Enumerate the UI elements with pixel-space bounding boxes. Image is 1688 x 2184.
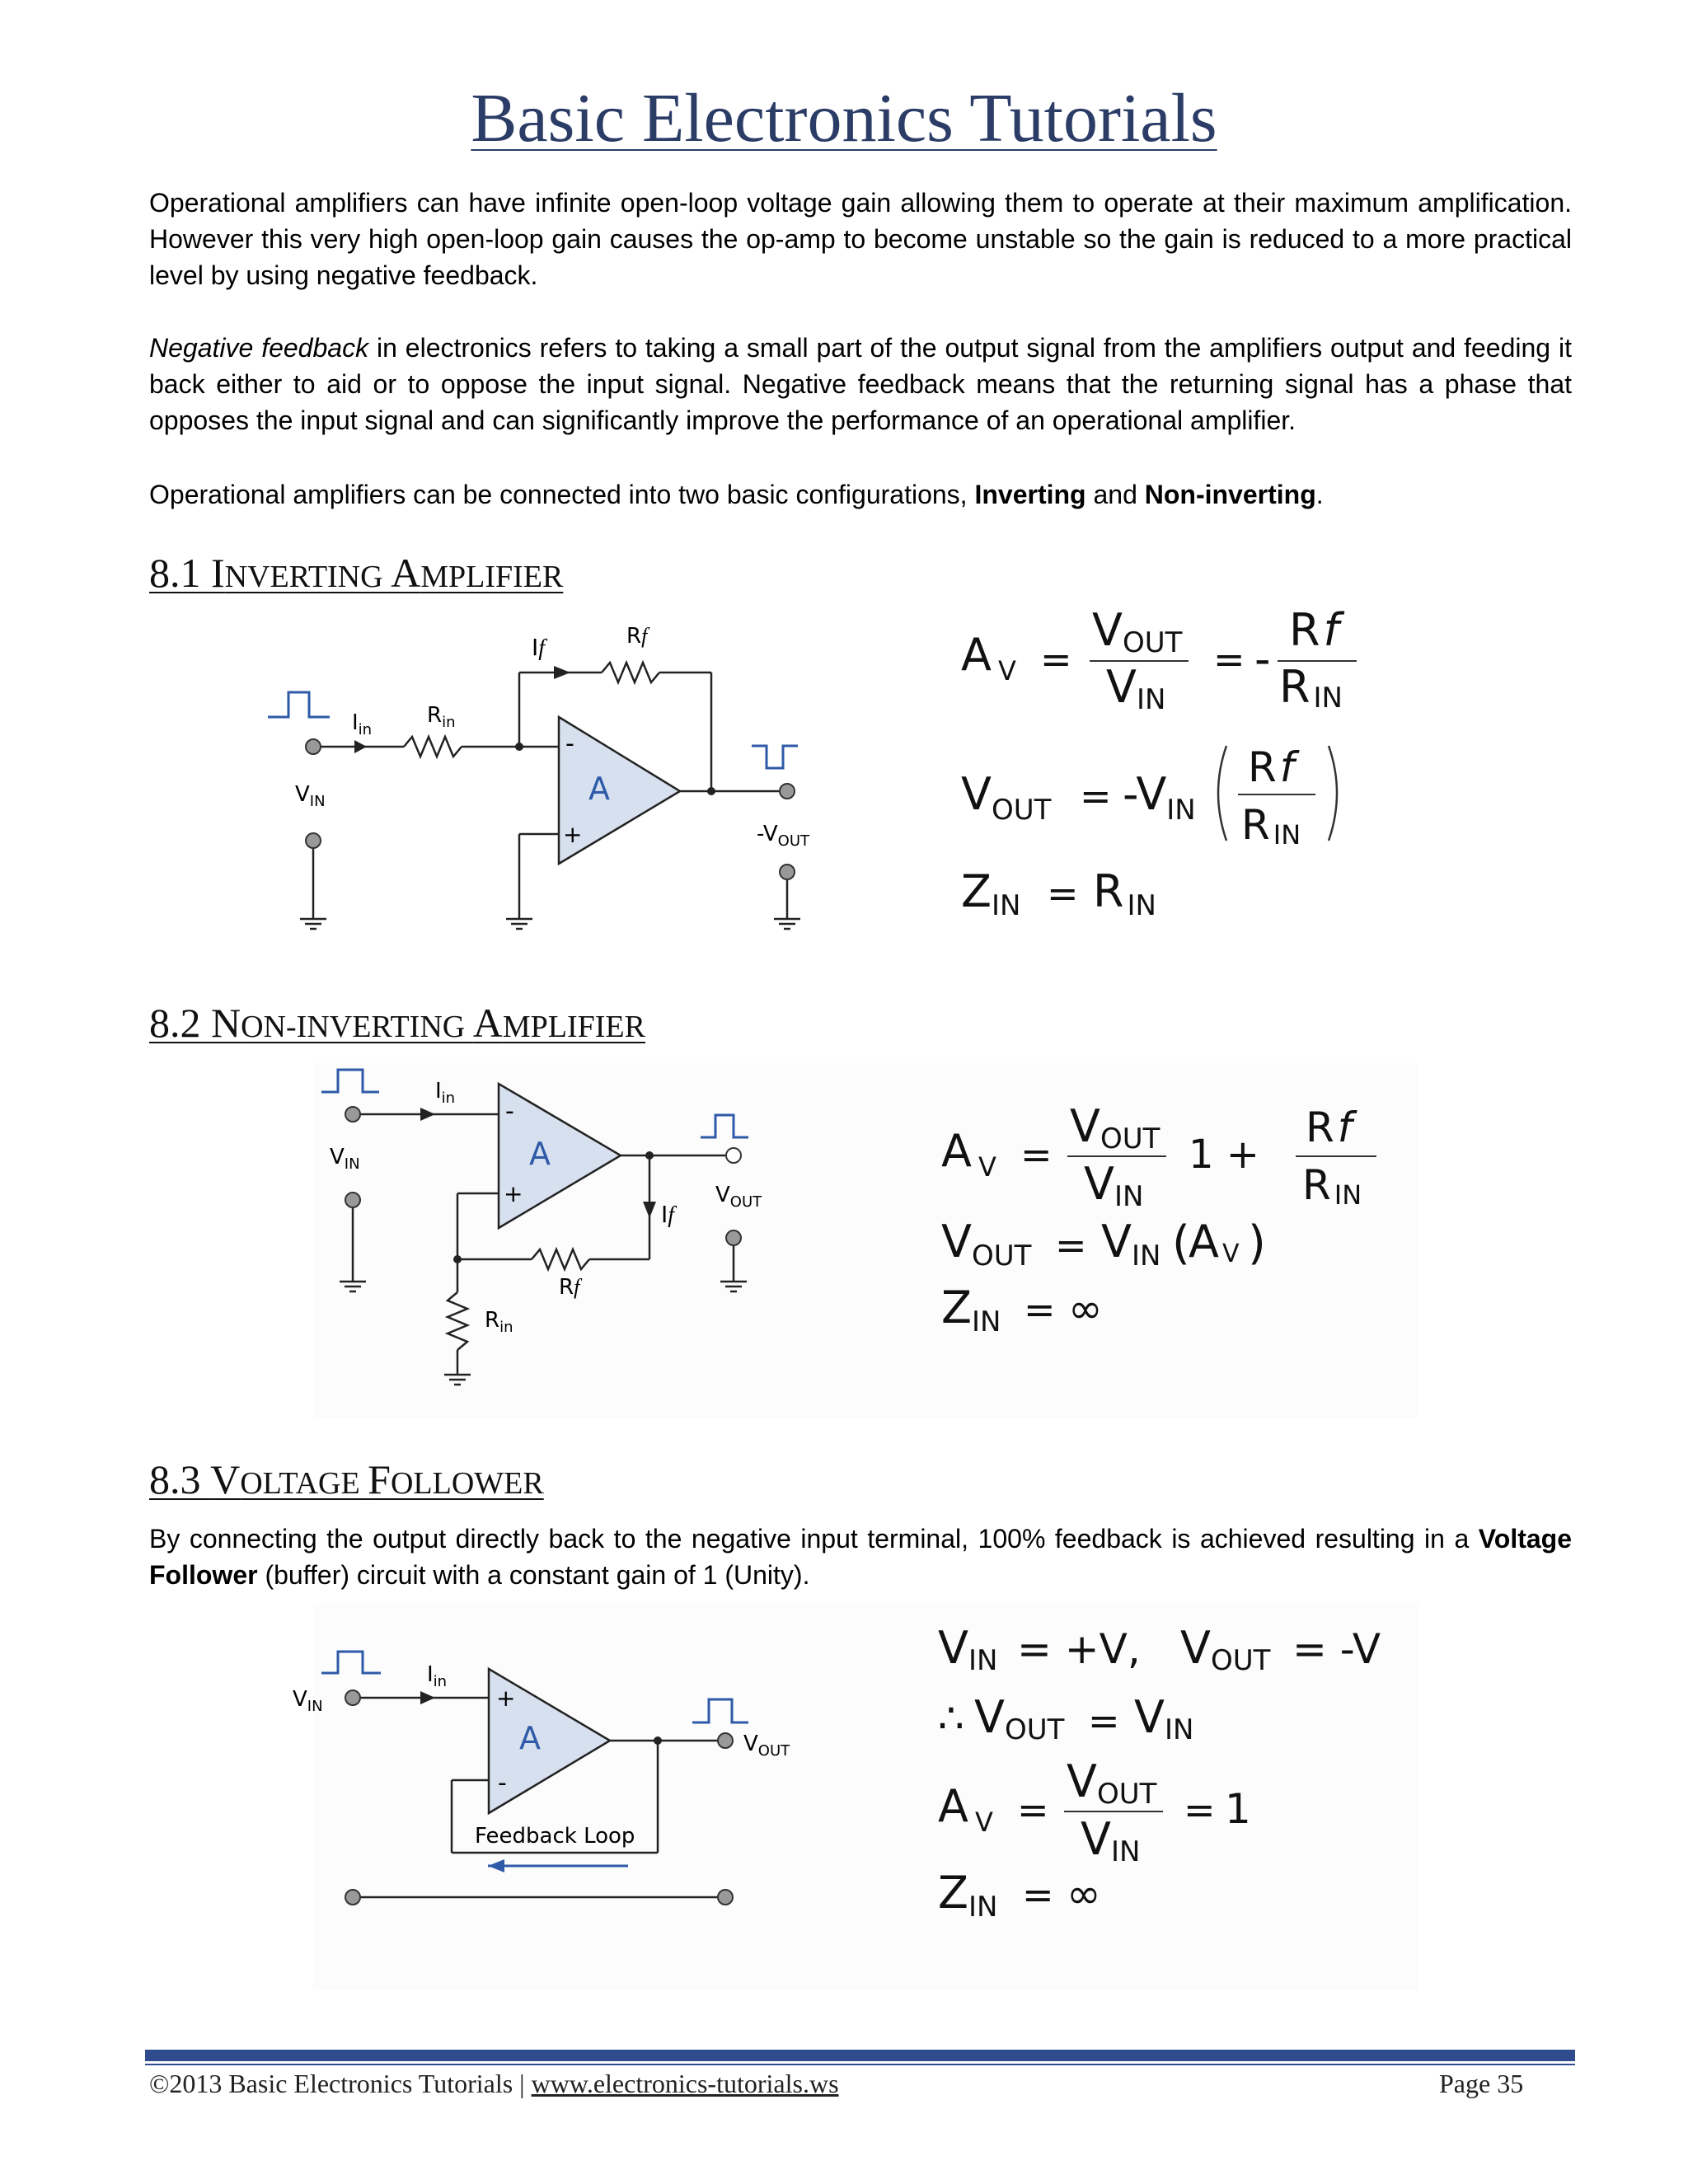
svg-text:VIN: VIN [1084, 1158, 1144, 1213]
terminal-ground [345, 1890, 360, 1905]
svg-text:AV: A V [1189, 1216, 1240, 1268]
non-inverting-input-sign: + [504, 1180, 523, 1207]
terminal-ground [726, 1230, 741, 1245]
current-arrow-icon [354, 740, 367, 753]
section-number: 8.2 [149, 1000, 211, 1046]
voltage-follower-diagram [280, 1640, 808, 1920]
svg-text:Rf: Rf [1306, 1104, 1353, 1151]
svg-text:ZIN: ZIN [961, 865, 1021, 922]
heading-smallcaps: ON-INVERTING [241, 1010, 473, 1044]
terminal-ground [306, 833, 321, 848]
heading-cap: A [391, 550, 421, 596]
svg-text:VIN: VIN [938, 1622, 998, 1677]
svg-text:Rf: Rf [1289, 604, 1339, 656]
svg-text:∞: ∞ [1067, 1870, 1101, 1918]
junction-dot [645, 1151, 654, 1160]
section-number: 8.3 [149, 1456, 211, 1502]
svg-text:VIN: VIN [1081, 1813, 1141, 1868]
svg-text:VOUT: VOUT [1092, 604, 1183, 659]
svg-text:VOUT: VOUT [941, 1216, 1032, 1272]
svg-text:RIN: RIN [1093, 865, 1156, 922]
op-amp-label: A [519, 1720, 541, 1756]
feedback-loop-label: Feedback Loop [475, 1824, 635, 1849]
ground-symbols [340, 1282, 747, 1385]
op-amp-label: A [529, 1136, 551, 1172]
svg-text:∞: ∞ [1068, 1285, 1103, 1333]
svg-text:ZIN: ZIN [938, 1867, 998, 1924]
section-number: 8.1 [149, 550, 211, 596]
page-number: Page 35 [1439, 2069, 1524, 2098]
p3-text-e: . [1315, 480, 1324, 509]
svg-text:-VIN: $-V_{IN}$ [1123, 768, 1196, 827]
input-square-pulse-icon [321, 1070, 379, 1092]
heading-cap: V [210, 1456, 241, 1502]
heading-smallcaps: NVERTING [224, 560, 392, 594]
svg-text:VOUT: VOUT [1070, 1100, 1160, 1155]
label-rf: Rf [626, 624, 648, 649]
label-vout: $V_{OUT}$ [743, 1732, 790, 1760]
svg-text:=: = [1040, 637, 1072, 682]
ground-symbols [300, 919, 800, 929]
terminal-ground [718, 1890, 733, 1905]
label-vout: $V_{OUT}$ [715, 1183, 762, 1211]
section-heading-inverting [149, 549, 563, 597]
label-if: If [532, 634, 546, 661]
non-inverting-equations [931, 1084, 1409, 1356]
svg-text:1 +: 1 + [1189, 1132, 1260, 1178]
label-rf: Rf [559, 1275, 580, 1300]
terminal-vout [718, 1733, 733, 1748]
heading-smallcaps: OLTAGE [240, 1466, 368, 1501]
intro-paragraph-3 [149, 476, 1572, 513]
label-iin: $I_{in}$ [435, 1079, 456, 1107]
voltage-follower-term: Voltage Follower [149, 1524, 1572, 1590]
svg-text:VOUT: VOUT [974, 1691, 1065, 1746]
footer-copyright: ©2013 Basic Electronics Tutorials [149, 2069, 513, 2098]
follower-text-a: By connecting the output directly back to the negative input terminal, 100% feedback is achieved resulting in a [149, 1524, 1479, 1554]
svg-text:AV: A $_V$ [941, 1125, 996, 1183]
terminal-vout [726, 1148, 741, 1163]
svg-text:VIN: VIN [1106, 661, 1166, 716]
current-arrow-icon [420, 1691, 435, 1704]
intro-paragraph-1: Operational amplifiers can have infinite open-loop voltage gain allowing them to operate at their maximum amplification. However this very high open-loop gain causes the op-amp to become unstable so the gain is reduced to a more practical level by using negative feedback. [149, 188, 1572, 290]
label-iin: $I_{in}$ [427, 1662, 448, 1690]
input-square-pulse-icon [268, 692, 330, 717]
negative-feedback-term: Negative feedback [149, 333, 369, 363]
heading-smallcaps: MPLIFIER [420, 560, 564, 594]
output-square-pulse-icon [692, 1699, 748, 1722]
follower-text-c: (buffer) circuit with a constant gain of 1 (Unity). [257, 1560, 810, 1590]
section-heading-voltage-follower [149, 1455, 544, 1503]
svg-text:=: = [1022, 1872, 1054, 1917]
svg-text:VIN: VIN [1101, 1216, 1161, 1272]
svg-text:=: = [1024, 1287, 1056, 1332]
svg-text:VIN: VIN [1134, 1691, 1194, 1746]
junction-dot [707, 787, 715, 795]
intro-paragraph-2-text: in electronics refers to taking a small part of the output signal from the amplifiers output and feeding it back either to aid or to oppose the input signal. Negative feedback means that the returning signal has a phase that opposes the input signal and can significantly improve the performance of an operational amplifier. [149, 333, 1573, 435]
output-inverted-pulse-icon [752, 746, 798, 768]
p3-text-a: Operational amplifiers can be connected into two basic configurations, [149, 480, 975, 509]
svg-text:=: = [1017, 1788, 1049, 1832]
voltage-follower-paragraph [149, 1521, 1572, 1593]
heading-cap: I [211, 550, 225, 596]
footer-left [149, 2069, 839, 2099]
svg-text:=: = [1088, 1699, 1120, 1743]
terminal-ground [345, 1193, 360, 1207]
svg-text:AV: A $_V$ [961, 629, 1016, 687]
svg-text:-: - [1254, 633, 1271, 685]
current-arrow-icon [420, 1108, 435, 1121]
input-square-pulse-icon [321, 1652, 381, 1673]
current-arrow-icon [554, 666, 570, 679]
terminal-vin [306, 739, 321, 754]
label-rin: $R_{in}$ [427, 703, 456, 731]
svg-text:=: = [1020, 1132, 1053, 1177]
svg-text:=: = [1080, 774, 1112, 818]
label-vin: $V_{IN}$ [293, 1687, 323, 1715]
inverting-input-sign: - [565, 729, 574, 758]
footer-separator: | [513, 2069, 532, 2098]
svg-text:1: 1 [1225, 1785, 1251, 1833]
non-inverting-term: Non-inverting [1144, 480, 1316, 509]
voltage-follower-equations [931, 1615, 1426, 1929]
intro-paragraph-2 [149, 330, 1572, 438]
svg-text:= -V: = -V [1292, 1625, 1381, 1673]
page-title: Basic Electronics Tutorials [471, 80, 1217, 157]
svg-text:RIN: RIN [1279, 661, 1343, 715]
footer-rule-thin [145, 2064, 1575, 2065]
non-inverting-input-sign: + [496, 1685, 516, 1712]
svg-text:=: = [1184, 1788, 1216, 1832]
junction-dot [515, 743, 523, 751]
p3-text-c: and [1085, 480, 1145, 509]
heading-cap: F [368, 1456, 391, 1502]
junction-dot [654, 1736, 662, 1745]
inverting-amplifier-diagram [247, 610, 841, 940]
inverting-equations [948, 602, 1409, 940]
heading-smallcaps: OLLOWER [390, 1466, 544, 1501]
label-rin: $R_{in}$ [485, 1308, 513, 1336]
svg-text:Rf: Rf [1248, 743, 1295, 791]
svg-text:=: = [1213, 637, 1245, 682]
svg-text:AV: A $_V$ [938, 1780, 993, 1838]
svg-text:RIN: RIN [1302, 1161, 1362, 1211]
svg-text:ZIN: ZIN [941, 1282, 1001, 1338]
non-inverting-input-sign: + [563, 821, 583, 848]
label-if: If [661, 1201, 675, 1228]
label-iin: $I_{in}$ [352, 710, 373, 738]
svg-text:VOUT: VOUT [1180, 1622, 1271, 1677]
op-amp-label: A [588, 771, 610, 807]
label-vin: $V_{IN}$ [295, 782, 326, 810]
label-vin: $V_{IN}$ [330, 1145, 360, 1173]
terminal-vout [780, 784, 795, 799]
feedback-direction-arrow-icon [488, 1859, 504, 1872]
svg-text:RIN: RIN [1241, 801, 1301, 851]
svg-text:∴: ∴ [938, 1694, 964, 1742]
inverting-term: Inverting [974, 480, 1086, 509]
current-arrow-icon [643, 1202, 656, 1218]
label-neg-vout: $-V_{OUT}$ [757, 822, 809, 850]
terminal-vin [345, 1107, 360, 1122]
output-square-pulse-icon [701, 1115, 748, 1137]
inverting-input-sign: - [498, 1769, 507, 1797]
svg-text:= +V,: = +V, [1017, 1625, 1141, 1673]
svg-text:VOUT: VOUT [1067, 1755, 1157, 1811]
non-inverting-amplifier-diagram [297, 1055, 808, 1401]
svg-text:=: = [1047, 871, 1079, 916]
svg-text:VOUT: $V_{OUT}$ [961, 768, 1052, 827]
inverting-input-sign: - [505, 1097, 514, 1126]
junction-dot [453, 1255, 462, 1263]
footer-website-link[interactable]: www.electronics-tutorials.ws [531, 2069, 839, 2098]
footer-rule [145, 2050, 1575, 2061]
svg-text:=: = [1055, 1223, 1087, 1268]
section-heading-non-inverting [149, 999, 645, 1047]
heading-cap: N [211, 1000, 241, 1046]
terminal-ground [780, 865, 795, 879]
svg-text:(: ( [1172, 1216, 1190, 1270]
terminal-vin [345, 1690, 360, 1705]
svg-text:): ) [1248, 1216, 1266, 1270]
heading-smallcaps: MPLIFIER [502, 1010, 645, 1044]
heading-cap: A [472, 1000, 503, 1046]
